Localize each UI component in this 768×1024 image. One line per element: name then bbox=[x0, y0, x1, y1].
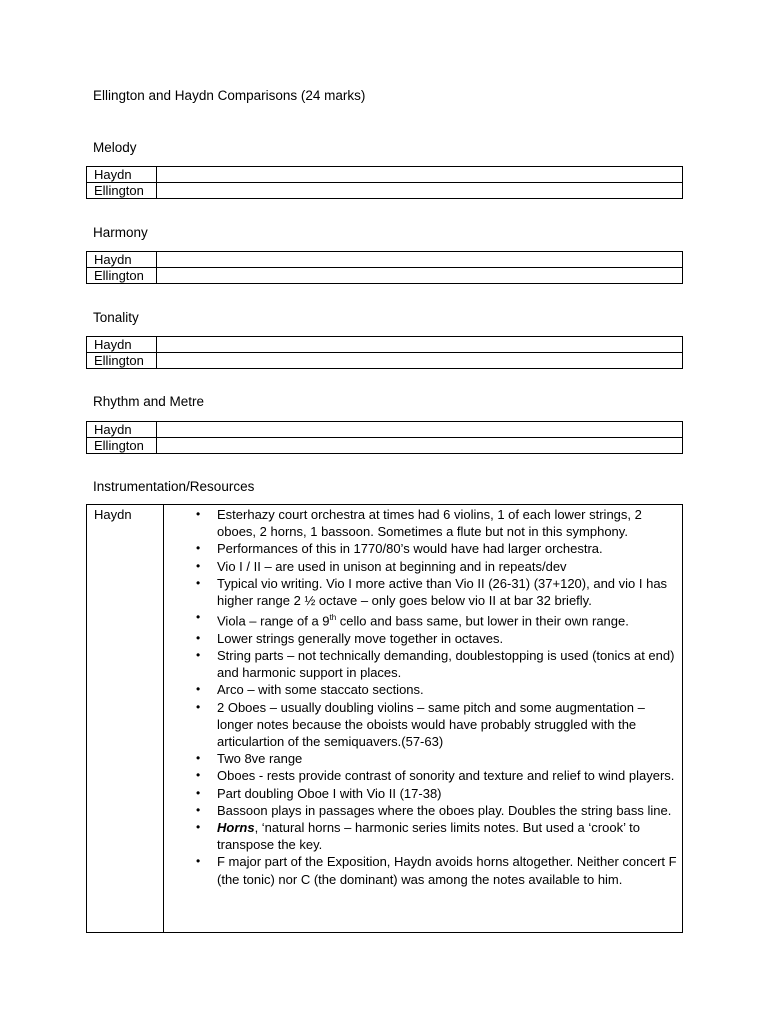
list-item-text: Esterhazy court orchestra at times had 6 violins, 1 of each lower strings, 2 oboes, 2 horns, 1 bassoon. Sometimes a flute but not in this symphony. bbox=[217, 507, 642, 540]
list-item-text: Vio I / II – are used in unison at beginning and in repeats/dev bbox=[217, 558, 567, 574]
list-item bbox=[164, 647, 678, 681]
list-item-text: Two 8ve range bbox=[217, 751, 303, 767]
list-item bbox=[164, 506, 678, 540]
row-label: Ellington bbox=[87, 438, 157, 454]
notes-cell bbox=[164, 505, 683, 933]
section-heading-harmony: Harmony bbox=[93, 225, 148, 240]
bullet-icon: • bbox=[196, 575, 201, 590]
instrumentation-table bbox=[86, 504, 683, 933]
list-item-text: Performances of this in 1770/80’s would have had larger orchestra. bbox=[217, 541, 603, 557]
bullet-icon: • bbox=[196, 699, 201, 714]
row-label: Haydn bbox=[87, 337, 157, 353]
answer-cell bbox=[157, 438, 683, 454]
list-item-emphasis: Horns bbox=[217, 819, 255, 835]
answer-cell bbox=[157, 252, 683, 268]
list-item-text: 2 Oboes – usually doubling violins – same pitch and some augmentation – longer notes because the oboists would have probably struggled with the articulartion of the semiquavers.(57-63) bbox=[217, 699, 645, 749]
list-item bbox=[164, 540, 678, 557]
row-label: Haydn bbox=[87, 422, 157, 438]
bullet-icon: • bbox=[196, 854, 201, 869]
row-label: Haydn bbox=[87, 505, 164, 933]
bullet-icon: • bbox=[196, 819, 201, 834]
list-item bbox=[164, 699, 678, 751]
bullet-icon: • bbox=[196, 751, 201, 766]
table-row bbox=[87, 438, 683, 454]
section-heading-tonality: Tonality bbox=[93, 310, 139, 325]
list-item bbox=[164, 558, 678, 575]
bullet-icon: • bbox=[196, 610, 201, 625]
list-item-superscript: th bbox=[329, 613, 337, 623]
section-heading-rhythm-metre: Rhythm and Metre bbox=[93, 394, 205, 409]
bullet-icon: • bbox=[196, 802, 201, 817]
list-item-text: , ‘natural horns – harmonic series limits notes. But used a ‘crook’ to transpose the key. bbox=[217, 819, 640, 853]
list-item-text: Part doubling Oboe I with Vio II (17-38) bbox=[217, 785, 442, 801]
bullet-icon: • bbox=[196, 768, 201, 783]
list-item-text: Oboes - rests provide contrast of sonority and texture and relief to wind players. bbox=[217, 768, 675, 784]
table-row bbox=[87, 505, 683, 933]
list-item bbox=[164, 630, 678, 647]
list-item-text: cello and bass same, but lower in their own range. bbox=[336, 613, 629, 629]
bullet-list bbox=[164, 505, 682, 888]
list-item bbox=[164, 785, 678, 802]
answer-cell bbox=[157, 353, 683, 369]
list-item bbox=[164, 853, 678, 887]
list-item bbox=[164, 681, 678, 698]
list-item bbox=[164, 802, 678, 819]
bullet-icon: • bbox=[196, 785, 201, 800]
harmony-table bbox=[86, 251, 683, 284]
list-item-text: String parts – not technically demanding, doublestopping is used (tonics at end) and harmonic support in places. bbox=[217, 647, 675, 681]
row-label: Haydn bbox=[87, 167, 157, 183]
table-row bbox=[87, 183, 683, 199]
bullet-icon: • bbox=[196, 507, 201, 521]
list-item-text: Typical vio writing. Vio I more active than Vio II (26-31) (37+120), and vio I has higher range 2 ½ octave – only goes below vio II at bar 32 briefly. bbox=[217, 575, 668, 609]
table-row bbox=[87, 167, 683, 183]
tonality-table bbox=[86, 336, 683, 369]
answer-cell bbox=[157, 422, 683, 438]
row-label: Haydn bbox=[87, 252, 157, 268]
bullet-icon: • bbox=[196, 647, 201, 662]
bullet-icon: • bbox=[196, 558, 201, 573]
table-row bbox=[87, 422, 683, 438]
table-row bbox=[87, 337, 683, 353]
table-row bbox=[87, 353, 683, 369]
list-item-text: F major part of the Exposition, Haydn avoids horns altogether. Neither concert F (the tonic) nor C (the dominant) was among the notes available to him. bbox=[217, 854, 677, 887]
list-item-text: Arco – with some staccato sections. bbox=[217, 682, 424, 698]
list-item-text: Viola – range of a 9 bbox=[217, 613, 330, 629]
table-row bbox=[87, 252, 683, 268]
list-item bbox=[164, 750, 678, 767]
row-label: Ellington bbox=[87, 183, 157, 199]
section-heading-instrumentation: Instrumentation/Resources bbox=[93, 479, 255, 494]
list-item-text: Bassoon plays in passages where the oboes play. Doubles the string bass line. bbox=[217, 802, 672, 818]
list-item bbox=[164, 767, 678, 784]
answer-cell bbox=[157, 268, 683, 284]
table-row bbox=[87, 268, 683, 284]
melody-table bbox=[86, 166, 683, 199]
answer-cell bbox=[157, 183, 683, 199]
answer-cell bbox=[157, 167, 683, 183]
section-heading-melody: Melody bbox=[93, 140, 137, 155]
bullet-icon: • bbox=[196, 682, 201, 697]
bullet-icon: • bbox=[196, 541, 201, 556]
row-label: Ellington bbox=[87, 268, 157, 284]
list-item bbox=[164, 575, 678, 609]
list-item bbox=[164, 609, 678, 630]
row-label: Ellington bbox=[87, 353, 157, 369]
document-title: Ellington and Haydn Comparisons (24 marks) bbox=[93, 88, 366, 103]
list-item bbox=[164, 819, 678, 853]
rhythm-metre-table bbox=[86, 421, 683, 454]
list-item-text: Lower strings generally move together in octaves. bbox=[217, 630, 504, 646]
bullet-icon: • bbox=[196, 630, 201, 645]
answer-cell bbox=[157, 337, 683, 353]
